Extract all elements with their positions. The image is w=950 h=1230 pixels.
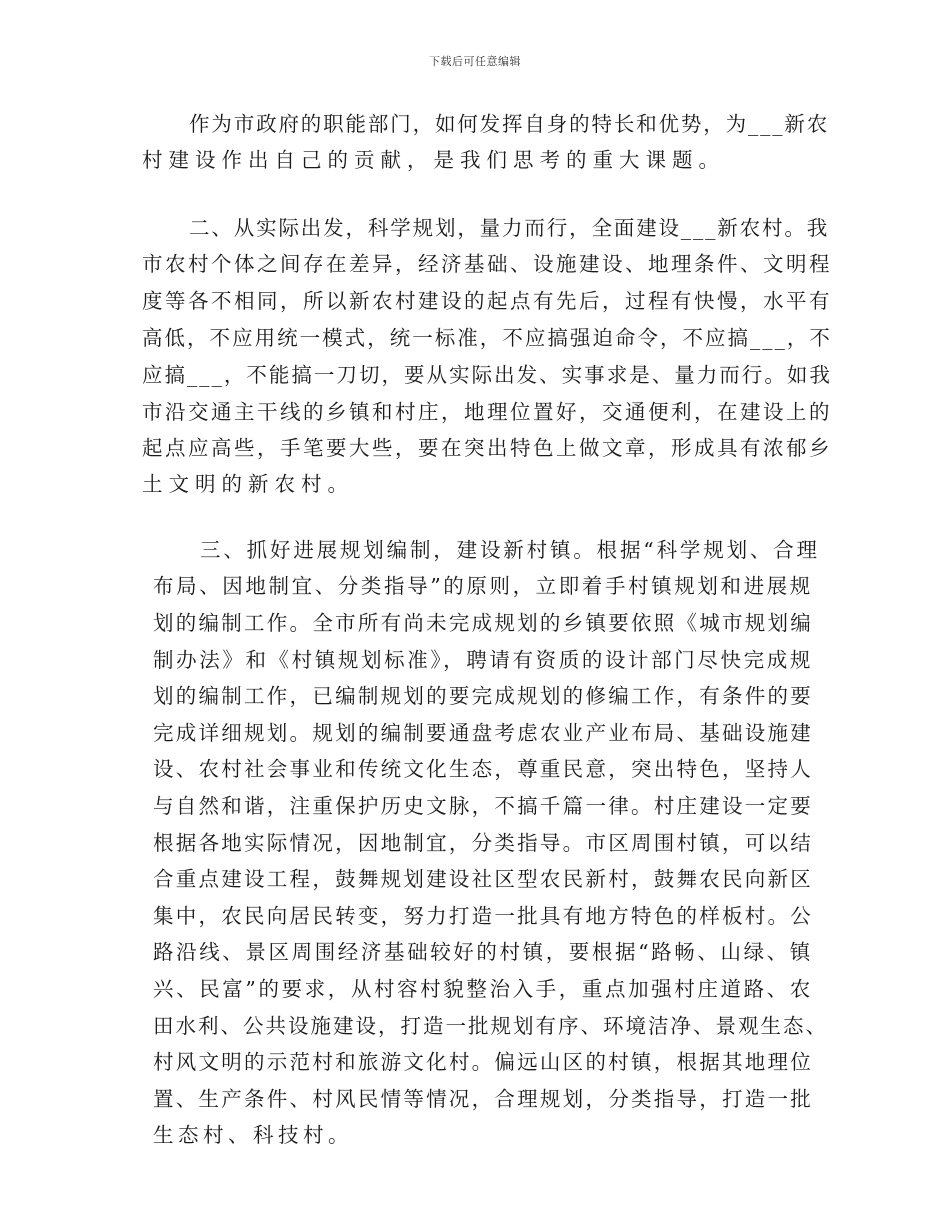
paragraph-line: 布局、因地制宜、分类指导”的原则，立即着手村镇规划和进展规 [153, 574, 813, 598]
paragraph-line: 应搞___，不能搞一刀切，要从实际出发、实事求是、量力而行。如我 [142, 363, 832, 387]
paragraph-line: 合重点建设工程，鼓舞规划建设社区型农民新村，鼓舞农民向新区 [153, 867, 814, 891]
paragraph-line: 度等各不相同，所以新农村建设的起点有先后，过程有快慢，水平有 [142, 289, 832, 313]
paragraph-line: 二、从实际出发，科学规划，量力而行，全面建设___新农村。我 [189, 216, 830, 240]
paragraph-line: 划的编制工作，已编制规划的要完成规划的修编工作，有条件的要 [153, 684, 814, 708]
paragraph-line: 完成详细规划。规划的编制要通盘考虑农业产业布局、基础设施建 [153, 721, 814, 745]
paragraph-line: 设、农村社会事业和传统文化生态，尊重民意，突出特色，坚持人 [153, 757, 814, 781]
paragraph-line: 村建设作出自己的贡献，是我们思考的重大课题。 [142, 148, 725, 172]
paragraph-line: 土文明的新农村。 [142, 472, 354, 496]
paragraph-line: 路沿线、景区周围经济基础较好的村镇，要根据“路畅、山绿、镇 [153, 940, 813, 964]
paragraph-line: 生态村、科技村。 [153, 1123, 353, 1147]
paragraph-line: 兴、民富”的要求，从村容村貌整治入手，重点加强村庄道路、农 [153, 977, 813, 1001]
paragraph-line: 集中，农民向居民转变，努力打造一批具有地方特色的样板村。公 [153, 904, 814, 928]
paragraph-line: 田水利、公共设施建设，打造一批规划有序、环境洁净、景观生态、 [153, 1014, 828, 1038]
paragraph-line: 起点应高些，手笔要大些，要在突出特色上做文章，形成具有浓郁乡 [142, 436, 832, 460]
paragraph-line: 高低，不应用统一模式，统一标准，不应搞强迫命令，不应搞___，不 [142, 326, 832, 350]
paragraph-line: 制办法》和《村镇规划标准》，聘请有资质的设计部门尽快完成规 [153, 648, 813, 672]
page-header: 下载后可任意编辑 [429, 55, 521, 68]
paragraph-line: 市沿交通主干线的乡镇和村庄，地理位置好，交通便利，在建设上的 [142, 400, 832, 424]
paragraph-line: 根据各地实际情况，因地制宜，分类指导。市区周围村镇，可以结 [153, 831, 814, 855]
paragraph-line: 作为市政府的职能部门，如何发挥自身的特长和优势，为___新农 [189, 112, 830, 136]
paragraph-line: 与自然和谐，注重保护历史文脉，不搞千篇一律。村庄建设一定要 [153, 794, 814, 818]
paragraph-line: 置、生产条件、村风民情等情况，合理规划，分类指导，打造一批 [153, 1087, 814, 1111]
paragraph-line: 划的编制工作。全市所有尚未完成规划的乡镇要依照《城市规划编 [153, 611, 814, 635]
paragraph-line: 村风文明的示范村和旅游文化村。偏远山区的村镇，根据其地理位 [153, 1050, 814, 1074]
paragraph-line: 市农村个体之间存在差异，经济基础、设施建设、地理条件、文明程 [142, 252, 832, 276]
paragraph-line: 三、抓好进展规划编制，建设新村镇。根据“科学规划、合理 [200, 538, 820, 562]
